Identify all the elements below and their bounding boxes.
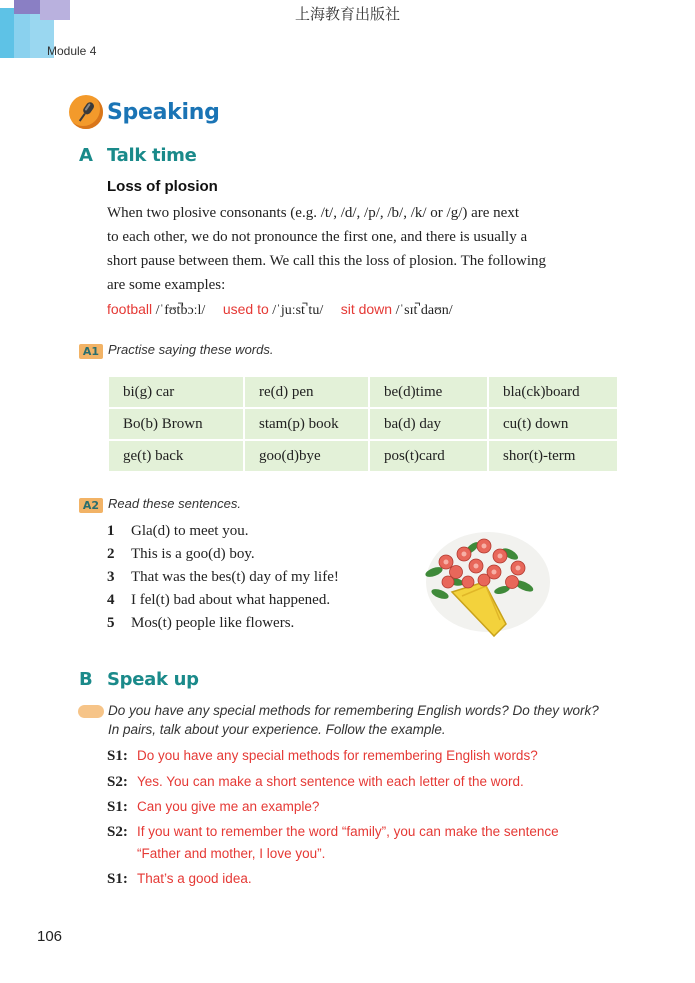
plosion-examples	[107, 301, 467, 319]
table-row	[108, 408, 618, 440]
table-cell: shor(t)-term	[488, 440, 618, 472]
table-cell: ba(d) day	[369, 408, 488, 440]
paragraph-line: short pause between them. We call this the loss of plosion. The following	[107, 253, 546, 269]
list-item	[107, 543, 339, 566]
speaker-label: S2:	[107, 774, 128, 790]
list-item	[107, 589, 339, 612]
page-number: 106	[37, 928, 63, 945]
speak-up-prompt	[108, 701, 648, 739]
table-cell: stam(p) book	[244, 408, 369, 440]
table-cell: bi(g) car	[108, 376, 244, 408]
example-word: football	[107, 301, 153, 317]
speak-up-marker	[78, 705, 104, 718]
sentence-number: 1	[107, 523, 115, 539]
dialogue-line	[107, 774, 524, 791]
speaker-label: S1:	[107, 748, 128, 764]
dialogue-line	[107, 824, 559, 841]
sentence-list	[107, 520, 339, 635]
sentence-text: Gla(d) to meet you.	[131, 523, 249, 539]
paragraph-line: to each other, we do not pronounce the first one, and there is usually a	[107, 229, 528, 245]
sentence-number: 3	[107, 569, 115, 585]
table-cell: Bo(b) Brown	[108, 408, 244, 440]
part-a-title: Talk time	[107, 145, 197, 166]
list-item	[107, 566, 339, 589]
sentence-text: Mos(t) people like flowers.	[131, 615, 295, 631]
dialogue-line	[107, 871, 252, 888]
practice-words-table	[107, 375, 619, 473]
sentence-number: 5	[107, 615, 115, 631]
example-word: used to	[222, 301, 269, 317]
dialogue-text: If you want to remember the word “family”, you can make the sentence	[137, 824, 559, 839]
paragraph-line: are some examples:	[107, 277, 226, 293]
task-badge-a1: A1	[79, 344, 103, 359]
table-row	[108, 376, 618, 408]
list-item	[107, 612, 339, 635]
table-row	[108, 440, 618, 472]
speaker-label: S1:	[107, 799, 128, 815]
task-badge-a2: A2	[79, 498, 103, 513]
dialogue-text: Do you have any special methods for remembering English words?	[137, 748, 538, 763]
list-item	[107, 520, 339, 543]
table-cell: pos(t)card	[369, 440, 488, 472]
example-word: sit down	[340, 301, 393, 317]
paragraph-line: When two plosive consonants (e.g. /t/, /d/, /p/, /b/, /k/ or /g/) are next	[107, 205, 520, 221]
dialogue-text: Yes. You can make a short sentence with each letter of the word.	[137, 774, 524, 789]
table-cell: be(d)time	[369, 376, 488, 408]
section-title: Speaking	[107, 100, 220, 125]
dialogue-text: Can you give me an example?	[137, 799, 320, 814]
dialogue-text: That’s a good idea.	[137, 871, 252, 886]
table-cell: bla(ck)board	[488, 376, 618, 408]
subheading: Loss of plosion	[107, 178, 218, 195]
sentence-number: 4	[107, 592, 115, 608]
part-a-letter: A	[79, 145, 93, 166]
example-phonetic: /ˈjuːst̚ tu/	[272, 303, 324, 318]
speaker-label: S2:	[107, 824, 128, 840]
sentence-text: That was the bes(t) day of my life!	[131, 569, 339, 585]
speaker-label: S1:	[107, 871, 128, 887]
flower-bouquet-illustration	[412, 524, 552, 642]
dialogue-line	[107, 846, 325, 862]
dialogue-line	[107, 799, 319, 816]
sentence-number: 2	[107, 546, 115, 562]
task-instruction-a2: Read these sentences.	[108, 496, 241, 511]
table-cell: cu(t) down	[488, 408, 618, 440]
dialogue-text: “Father and mother, I love you”.	[137, 846, 326, 861]
dialogue-line	[107, 748, 538, 765]
task-instruction-a1: Practise saying these words.	[108, 342, 274, 357]
publisher-header: 上海教育出版社	[294, 5, 400, 23]
example-phonetic: /ˈsɪt̚ daʊn/	[395, 303, 453, 318]
sentence-text: This is a goo(d) boy.	[131, 546, 255, 562]
prompt-line: In pairs, talk about your experience. Follow the example.	[108, 722, 446, 737]
sentence-text: I fel(t) bad about what happened.	[131, 592, 331, 608]
table-cell: goo(d)bye	[244, 440, 369, 472]
module-label: Module 4	[47, 44, 97, 58]
table-cell: ge(t) back	[108, 440, 244, 472]
microphone-icon	[69, 95, 103, 129]
part-b-letter: B	[79, 669, 93, 690]
table-cell: re(d) pen	[244, 376, 369, 408]
part-b-title: Speak up	[107, 669, 199, 690]
example-phonetic: /ˈfʊt̚bɔːl/	[155, 303, 206, 318]
prompt-line: Do you have any special methods for remembering English words? Do they work?	[108, 703, 599, 718]
